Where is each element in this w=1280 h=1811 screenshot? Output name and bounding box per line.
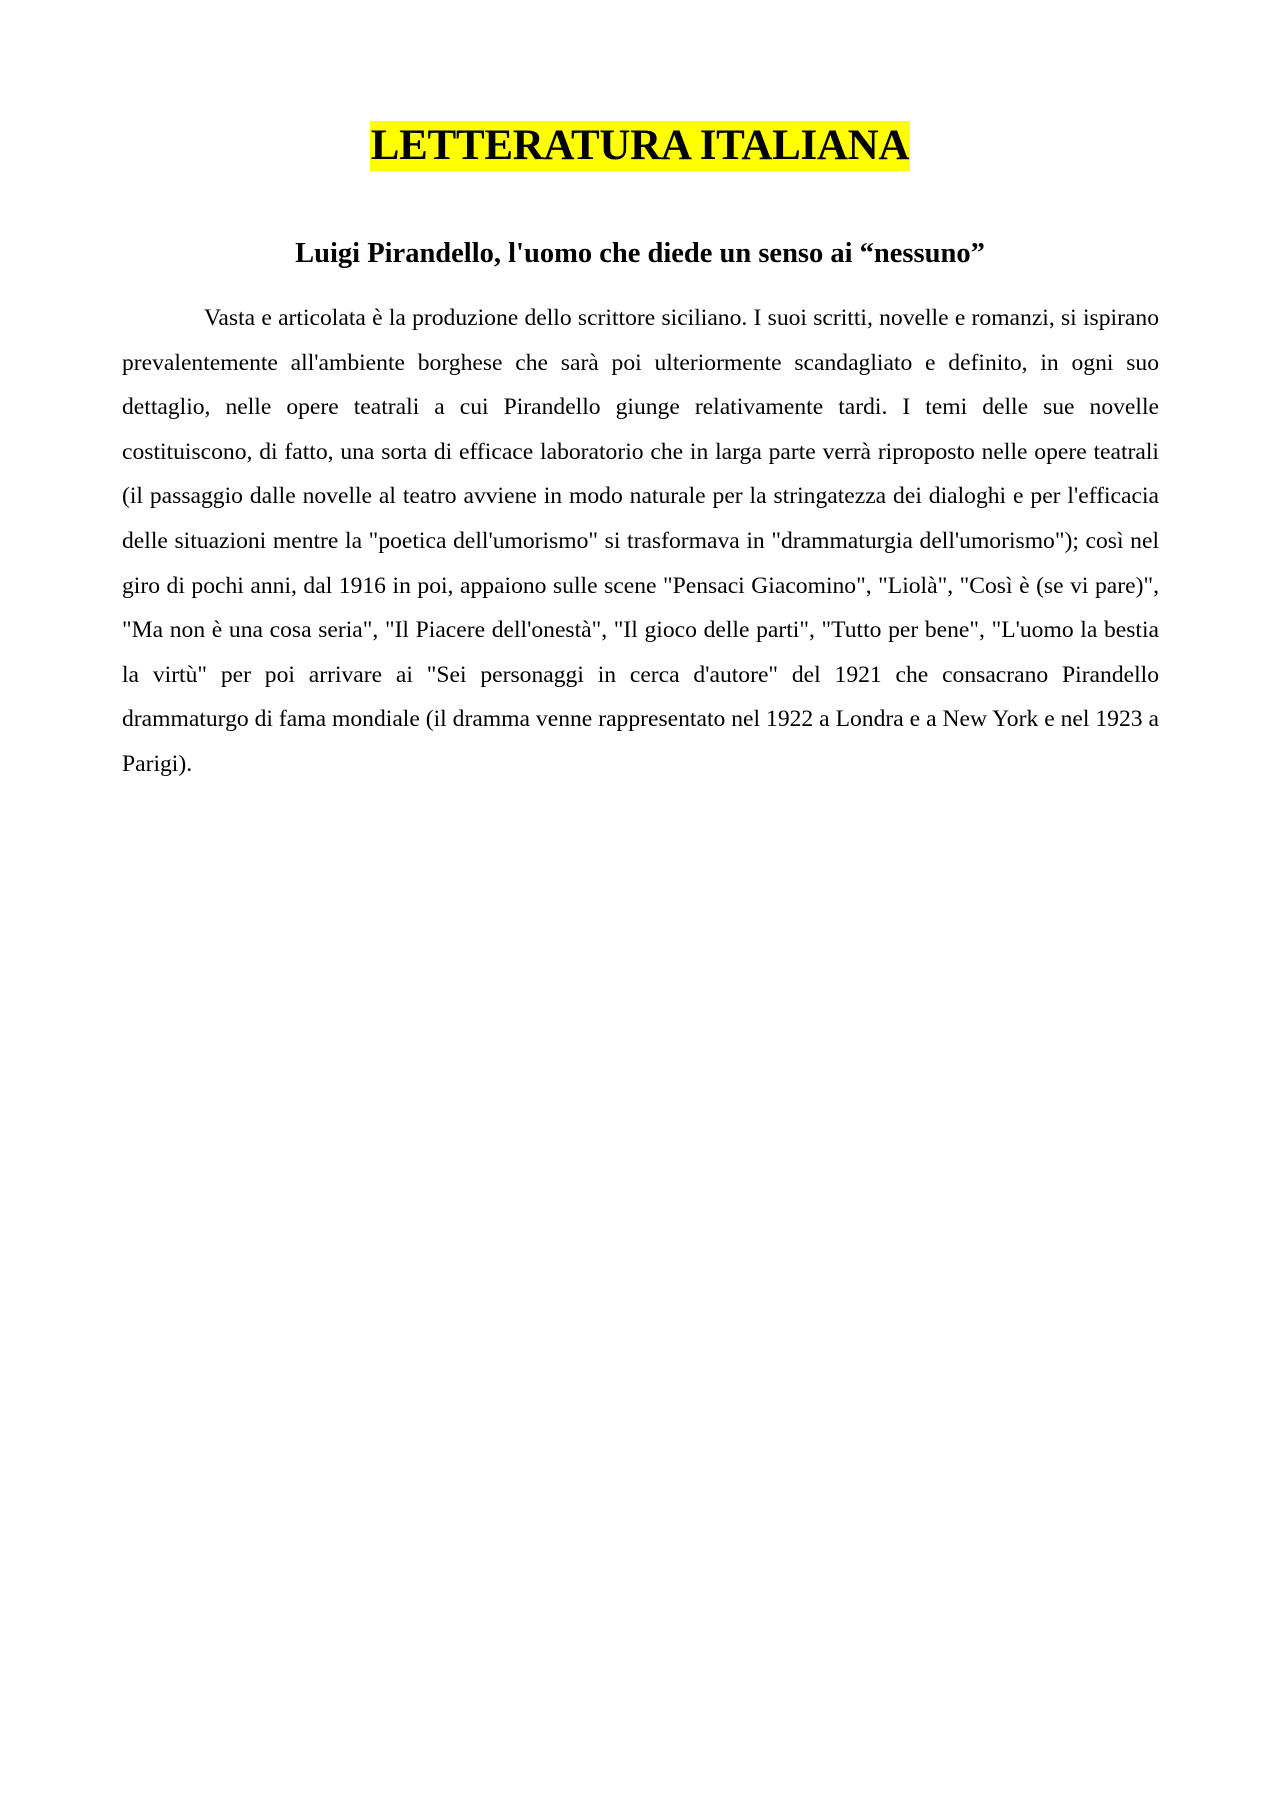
page-title: LETTERATURA ITALIANA (370, 122, 910, 169)
body-paragraph: Vasta e articolata è la produzione dello scrittore siciliano. I suoi scritti, novelle e romanzi, si ispirano prevalentemente all'ambiente borghese che sarà poi ulteriormente scandagliato e definito, in ogni suo dettaglio, nelle opere teatrali a cui Pirandello giunge relativamente tardi. I temi delle sue novelle costituiscono, di fatto, una sorta di efficace laboratorio che in larga parte verrà riproposto nelle opere teatrali (il passaggio dalle novelle al teatro avviene in modo naturale per la stringatezza dei dialoghi e per l'efficacia delle situazioni mentre la "poetica dell'umorismo" si trasformava in "drammaturgia dell'umorismo"); così nel giro di pochi anni, dal 1916 in poi, appaiono sulle scene "Pensaci Giacomino", "Liolà", "Così è (se vi pare)", "Ma non è una cosa seria", "Il Piacere dell'onestà", "Il gioco delle parti", "Tutto per bene", "L'uomo la bestia la virtù" per poi arrivare ai "Sei personaggi in cerca d'autore" del 1921 che consacrano Pirandello drammaturgo di fama mondiale (il dramma venne rappresentato nel 1922 a Londra e a New York e nel 1923 a Parigi). (122, 305, 1159, 777)
title-container (0, 121, 1280, 171)
page-subtitle: Luigi Pirandello, l'uomo che diede un senso ai “nessuno” (295, 238, 985, 269)
